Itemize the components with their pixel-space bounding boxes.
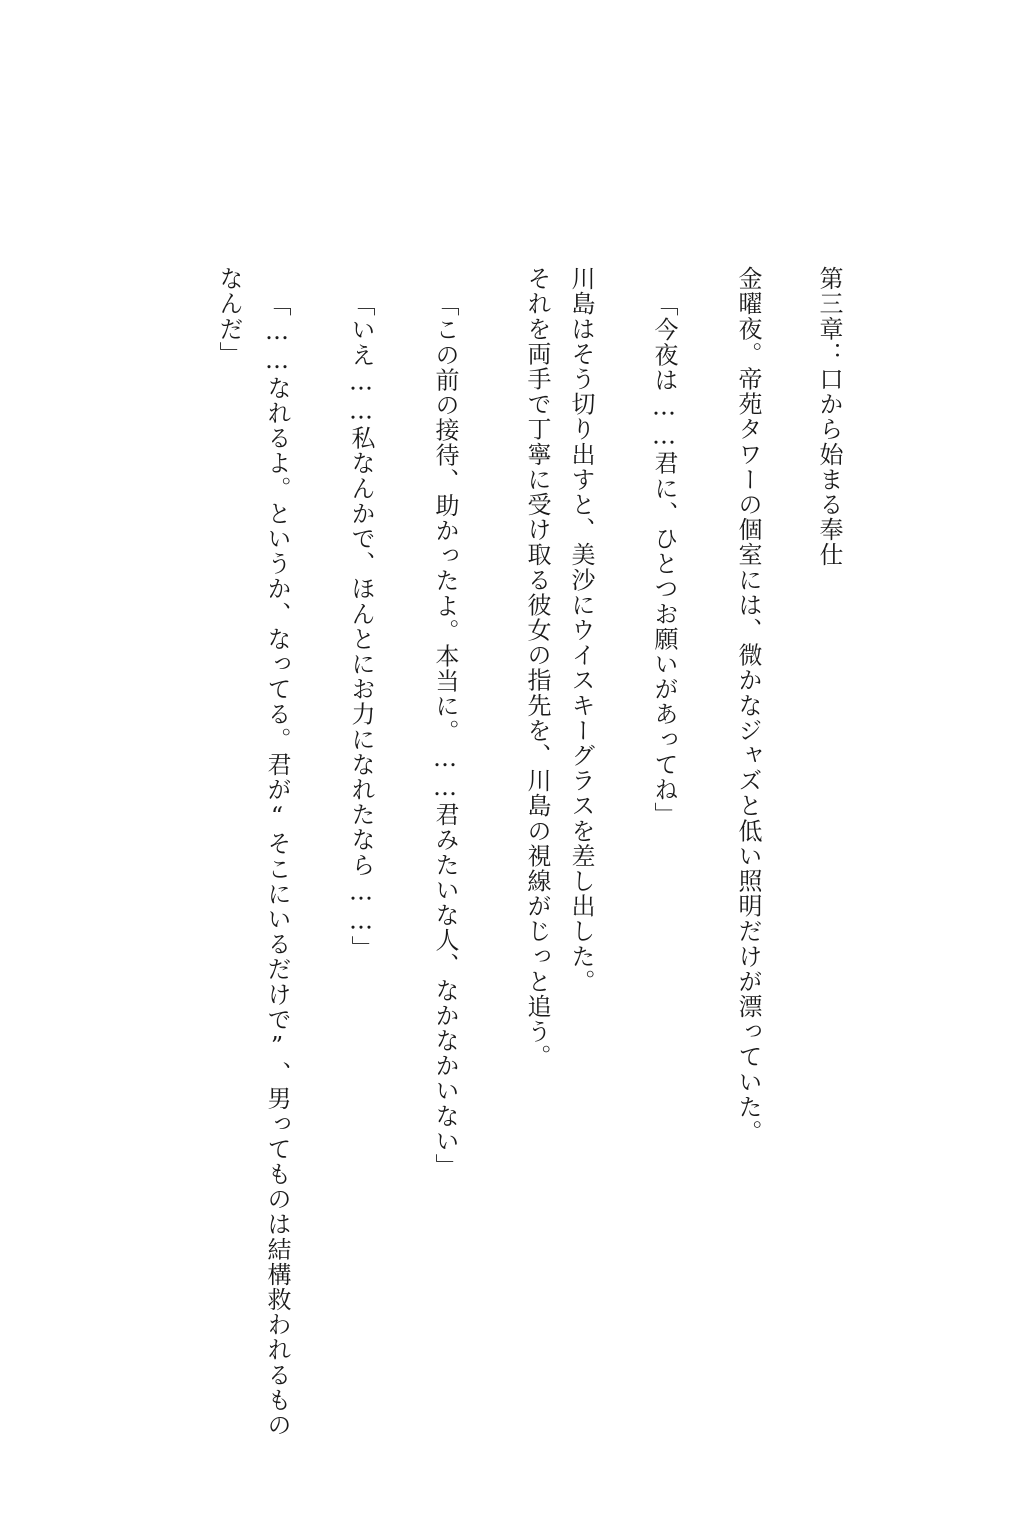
dialogue-line: 「この前の接待、助かったよ。本当に。……君みたいな人、なかなかいない」 bbox=[431, 292, 459, 1179]
narration-line: 金曜夜。帝苑タワーの個室には、微かなジャズと低い照明だけが漂っていた。 bbox=[734, 266, 762, 1145]
dialogue-line: 「……なれるよ。というか、なってる。君が“そこにいるだけで”、男ってものは結構救われるもの bbox=[263, 292, 291, 1438]
chapter-title: 第三章：口から始まる奉仕 bbox=[815, 266, 843, 568]
narration-line: 川島はそう切り出すと、美沙にウイスキーグラスを差し出した。 bbox=[567, 266, 595, 994]
dialogue-line-continuation: なんだ」 bbox=[215, 266, 243, 367]
dialogue-line: 「今夜は……君に、ひとつお願いがあってね」 bbox=[650, 292, 678, 828]
dialogue-line: 「いえ……私なんかで、ほんとにお力になれたなら……」 bbox=[347, 292, 375, 961]
narration-line: それを両手で丁寧に受け取る彼女の指先を、川島の視線がじっと追う。 bbox=[523, 266, 551, 1070]
